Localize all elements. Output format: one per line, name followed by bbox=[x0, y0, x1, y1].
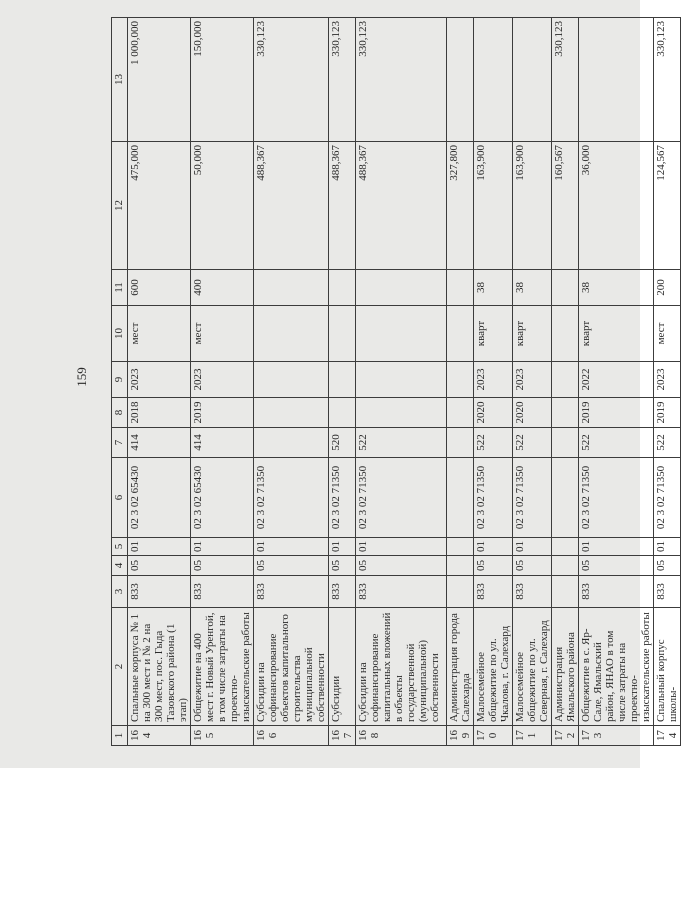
code-6-cell: 02 3 02 71350 bbox=[474, 458, 513, 538]
code-7-cell: 522 bbox=[654, 428, 681, 458]
code-4-cell: 05 bbox=[128, 556, 191, 576]
capacity-cell bbox=[447, 270, 474, 306]
header-cell: 4 bbox=[112, 556, 128, 576]
amount-12-cell: 488,367 bbox=[356, 142, 447, 270]
row-number-cell: 172 bbox=[552, 726, 579, 746]
data-table bbox=[111, 17, 681, 746]
object-name-cell: Спальные корпуса № 1 на 300 мест и № 2 на 300 мест, пос. Гыда Тазовского района (1 этап) bbox=[128, 608, 191, 726]
table-row bbox=[474, 18, 513, 746]
code-7-cell bbox=[447, 428, 474, 458]
amount-13-cell: 330,123 bbox=[356, 18, 447, 142]
code-5-cell bbox=[552, 538, 579, 556]
code-6-cell: 02 3 02 71350 bbox=[254, 458, 329, 538]
amount-13-cell bbox=[474, 18, 513, 142]
table-row bbox=[191, 18, 254, 746]
year-start-cell bbox=[329, 398, 356, 428]
table-row bbox=[329, 18, 356, 746]
code-6-cell: 02 3 02 71350 bbox=[654, 458, 681, 538]
code-6-cell: 02 3 02 71350 bbox=[356, 458, 447, 538]
code-7-cell bbox=[552, 428, 579, 458]
unit-cell: мест bbox=[128, 306, 191, 362]
header-row bbox=[112, 18, 128, 746]
year-end-cell: 2023 bbox=[654, 362, 681, 398]
year-end-cell: 2023 bbox=[474, 362, 513, 398]
header-cell: 1 bbox=[112, 726, 128, 746]
amount-13-cell: 330,123 bbox=[254, 18, 329, 142]
code-7-cell: 522 bbox=[356, 428, 447, 458]
row-number-cell: 164 bbox=[128, 726, 191, 746]
amount-12-cell: 50,000 bbox=[191, 142, 254, 270]
rotated-table-wrapper bbox=[111, 18, 679, 746]
year-start-cell: 2019 bbox=[191, 398, 254, 428]
code-4-cell: 05 bbox=[474, 556, 513, 576]
header-cell: 3 bbox=[112, 576, 128, 608]
amount-12-cell: 163,900 bbox=[513, 142, 552, 270]
code-5-cell: 01 bbox=[254, 538, 329, 556]
unit-cell: кварт bbox=[579, 306, 654, 362]
year-start-cell bbox=[356, 398, 447, 428]
unit-cell bbox=[447, 306, 474, 362]
header-cell: 6 bbox=[112, 458, 128, 538]
amount-13-cell bbox=[513, 18, 552, 142]
row-number-cell: 166 bbox=[254, 726, 329, 746]
capacity-cell: 38 bbox=[579, 270, 654, 306]
row-number-cell: 171 bbox=[513, 726, 552, 746]
code-5-cell bbox=[447, 538, 474, 556]
header-cell: 5 bbox=[112, 538, 128, 556]
object-name-cell: Администрация города Салехарда bbox=[447, 608, 474, 726]
code-7-cell bbox=[254, 428, 329, 458]
year-start-cell: 2018 bbox=[128, 398, 191, 428]
code-7-cell: 414 bbox=[191, 428, 254, 458]
code-6-cell: 02 3 02 71350 bbox=[329, 458, 356, 538]
year-end-cell: 2023 bbox=[513, 362, 552, 398]
row-number-cell: 170 bbox=[474, 726, 513, 746]
table-row bbox=[447, 18, 474, 746]
year-start-cell: 2020 bbox=[474, 398, 513, 428]
object-name-cell: Малосемейное общежитие по ул. Северная, г. Салехард bbox=[513, 608, 552, 726]
year-start-cell: 2019 bbox=[654, 398, 681, 428]
capacity-cell bbox=[356, 270, 447, 306]
unit-cell bbox=[254, 306, 329, 362]
code-5-cell: 01 bbox=[329, 538, 356, 556]
code-4-cell: 05 bbox=[191, 556, 254, 576]
amount-12-cell: 36,000 bbox=[579, 142, 654, 270]
code-4-cell bbox=[552, 556, 579, 576]
code-5-cell: 01 bbox=[128, 538, 191, 556]
amount-12-cell: 124,567 bbox=[654, 142, 681, 270]
amount-13-cell: 150,000 bbox=[191, 18, 254, 142]
unit-cell bbox=[552, 306, 579, 362]
object-name-cell: Субсидии на софинансирование объектов капитального строительства муниципальной собственности bbox=[254, 608, 329, 726]
code-6-cell bbox=[552, 458, 579, 538]
capacity-cell: 400 bbox=[191, 270, 254, 306]
object-name-cell: Общежитие в с. Яр-Сале, Ямальский район, ЯНАО в том числе затраты на проектно-изыскательские работы bbox=[579, 608, 654, 726]
amount-13-cell bbox=[447, 18, 474, 142]
code-6-cell: 02 3 02 71350 bbox=[513, 458, 552, 538]
code-5-cell: 01 bbox=[474, 538, 513, 556]
amount-12-cell: 488,367 bbox=[254, 142, 329, 270]
table-row bbox=[254, 18, 329, 746]
code-7-cell: 522 bbox=[513, 428, 552, 458]
code-3-cell: 833 bbox=[128, 576, 191, 608]
amount-12-cell: 488,367 bbox=[329, 142, 356, 270]
code-7-cell: 522 bbox=[474, 428, 513, 458]
header-cell: 8 bbox=[112, 398, 128, 428]
row-number-cell: 174 bbox=[654, 726, 681, 746]
year-end-cell bbox=[356, 362, 447, 398]
year-start-cell bbox=[447, 398, 474, 428]
header-cell: 10 bbox=[112, 306, 128, 362]
code-3-cell: 833 bbox=[356, 576, 447, 608]
table-row bbox=[552, 18, 579, 746]
amount-13-cell: 1 000,000 bbox=[128, 18, 191, 142]
capacity-cell bbox=[329, 270, 356, 306]
row-number-cell: 167 bbox=[329, 726, 356, 746]
year-end-cell bbox=[552, 362, 579, 398]
unit-cell bbox=[329, 306, 356, 362]
year-start-cell bbox=[254, 398, 329, 428]
year-end-cell bbox=[329, 362, 356, 398]
code-6-cell: 02 3 02 65430 bbox=[128, 458, 191, 538]
code-4-cell: 05 bbox=[654, 556, 681, 576]
capacity-cell: 38 bbox=[474, 270, 513, 306]
code-5-cell: 01 bbox=[356, 538, 447, 556]
amount-13-cell: 330,123 bbox=[654, 18, 681, 142]
table-row bbox=[356, 18, 447, 746]
year-end-cell bbox=[447, 362, 474, 398]
code-4-cell: 05 bbox=[356, 556, 447, 576]
code-5-cell: 01 bbox=[579, 538, 654, 556]
unit-cell: кварт bbox=[474, 306, 513, 362]
amount-12-cell: 163,900 bbox=[474, 142, 513, 270]
code-4-cell: 05 bbox=[329, 556, 356, 576]
year-end-cell: 2022 bbox=[579, 362, 654, 398]
code-6-cell bbox=[447, 458, 474, 538]
capacity-cell bbox=[254, 270, 329, 306]
code-3-cell: 833 bbox=[513, 576, 552, 608]
amount-13-cell: 330,123 bbox=[552, 18, 579, 142]
code-4-cell: 05 bbox=[579, 556, 654, 576]
unit-cell: кварт bbox=[513, 306, 552, 362]
code-7-cell: 520 bbox=[329, 428, 356, 458]
year-end-cell: 2023 bbox=[191, 362, 254, 398]
code-6-cell: 02 3 02 65430 bbox=[191, 458, 254, 538]
code-3-cell: 833 bbox=[654, 576, 681, 608]
capacity-cell bbox=[552, 270, 579, 306]
amount-12-cell: 475,000 bbox=[128, 142, 191, 270]
code-3-cell: 833 bbox=[254, 576, 329, 608]
header-cell: 11 bbox=[112, 270, 128, 306]
table-row bbox=[654, 18, 681, 746]
code-3-cell bbox=[447, 576, 474, 608]
capacity-cell: 600 bbox=[128, 270, 191, 306]
capacity-cell: 200 bbox=[654, 270, 681, 306]
code-3-cell: 833 bbox=[579, 576, 654, 608]
unit-cell bbox=[356, 306, 447, 362]
row-number-cell: 168 bbox=[356, 726, 447, 746]
code-5-cell: 01 bbox=[513, 538, 552, 556]
capacity-cell: 38 bbox=[513, 270, 552, 306]
code-4-cell: 05 bbox=[513, 556, 552, 576]
code-3-cell: 833 bbox=[191, 576, 254, 608]
object-name-cell: Субсидии на софинансирование капитальных вложений в объекты государственной (муниципальной) собственности bbox=[356, 608, 447, 726]
amount-13-cell bbox=[579, 18, 654, 142]
object-name-cell: Субсидии bbox=[329, 608, 356, 726]
code-5-cell: 01 bbox=[191, 538, 254, 556]
year-start-cell bbox=[552, 398, 579, 428]
object-name-cell: Спальный корпус школы- bbox=[654, 608, 681, 726]
year-start-cell: 2020 bbox=[513, 398, 552, 428]
amount-12-cell: 327,800 bbox=[447, 142, 474, 270]
row-number-cell: 173 bbox=[579, 726, 654, 746]
table-row bbox=[128, 18, 191, 746]
code-7-cell: 522 bbox=[579, 428, 654, 458]
year-end-cell: 2023 bbox=[128, 362, 191, 398]
code-3-cell: 833 bbox=[474, 576, 513, 608]
page-number: 159 bbox=[74, 367, 89, 387]
table-row bbox=[579, 18, 654, 746]
header-cell: 7 bbox=[112, 428, 128, 458]
row-number-cell: 169 bbox=[447, 726, 474, 746]
object-name-cell: Малосемейное общежитие по ул. Чкалова, г. Салехард bbox=[474, 608, 513, 726]
code-7-cell: 414 bbox=[128, 428, 191, 458]
code-3-cell bbox=[552, 576, 579, 608]
amount-13-cell: 330,123 bbox=[329, 18, 356, 142]
code-4-cell bbox=[447, 556, 474, 576]
object-name-cell: Общежитие на 400 мест г. Новый Уренгой, в том числе затраты на проектно-изыскательские работы bbox=[191, 608, 254, 726]
header-cell: 9 bbox=[112, 362, 128, 398]
amount-12-cell: 160,567 bbox=[552, 142, 579, 270]
header-cell: 13 bbox=[112, 18, 128, 142]
row-number-cell: 165 bbox=[191, 726, 254, 746]
unit-cell: мест bbox=[654, 306, 681, 362]
code-4-cell: 05 bbox=[254, 556, 329, 576]
header-cell: 2 bbox=[112, 608, 128, 726]
table-row bbox=[513, 18, 552, 746]
unit-cell: мест bbox=[191, 306, 254, 362]
object-name-cell: Администрация Ямальского района bbox=[552, 608, 579, 726]
header-cell: 12 bbox=[112, 142, 128, 270]
year-end-cell bbox=[254, 362, 329, 398]
year-start-cell: 2019 bbox=[579, 398, 654, 428]
code-3-cell: 833 bbox=[329, 576, 356, 608]
code-6-cell: 02 3 02 71350 bbox=[579, 458, 654, 538]
code-5-cell: 01 bbox=[654, 538, 681, 556]
